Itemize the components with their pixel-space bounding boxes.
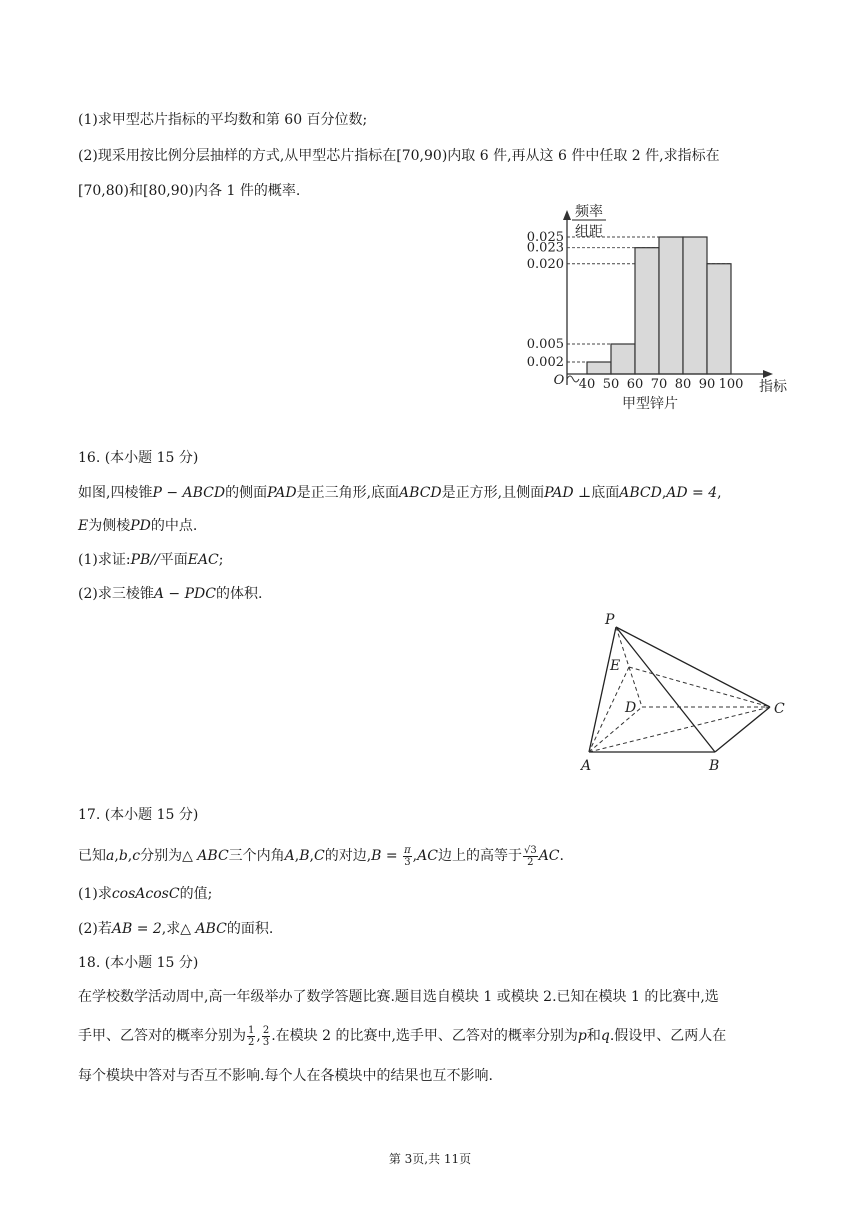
fraction-sqrt3-over-2: $\frac{√3}{2}$ bbox=[523, 844, 537, 868]
q15-part2-line1: (2)现采用按比例分层抽样的方式,从甲型芯片指标在[70,90)内取 6 件,再从这 6 件中任取 2 件,求指标在 bbox=[78, 148, 720, 164]
x-axis-break bbox=[567, 376, 579, 382]
math-run: E bbox=[78, 518, 89, 534]
math-run: ABCD bbox=[399, 485, 442, 501]
vertex-label-A: A bbox=[581, 758, 592, 774]
q18-line1: 在学校数学活动周中,高一年级举办了数学答题比赛.题目选自模块 1 或模块 2.已知在模块 1 的比赛中,选 bbox=[78, 989, 719, 1005]
text-run: 为侧棱 bbox=[88, 518, 131, 534]
text-run: .在模块 2 的比赛中,选手甲、乙答对的概率分别为 bbox=[271, 1028, 578, 1044]
text-run: , bbox=[661, 485, 667, 501]
text-run: 平面 bbox=[159, 552, 188, 568]
math-run: a bbox=[106, 848, 115, 864]
x-tick-label: 40 bbox=[578, 377, 596, 392]
text-run: , bbox=[294, 848, 300, 864]
text-run: 底面 bbox=[591, 485, 620, 501]
x-axis-arrow bbox=[763, 370, 773, 378]
fraction-pi-over-3: $\frac{\pi}{3}$ bbox=[404, 844, 411, 868]
histogram-bar bbox=[611, 344, 635, 374]
math-run: b bbox=[118, 848, 128, 864]
text-run: 是正方形,且侧面 bbox=[441, 485, 545, 501]
text-run: ,求 bbox=[161, 921, 181, 937]
y-label-top: 频率 bbox=[575, 204, 603, 220]
math-run: △ ABC bbox=[180, 921, 227, 937]
text-run: , bbox=[412, 848, 418, 864]
math-run: A − PDC bbox=[153, 586, 216, 602]
histogram-bar bbox=[635, 248, 659, 374]
q17-part2 bbox=[78, 919, 273, 939]
text-run: 的侧面 bbox=[225, 485, 268, 501]
math-run: AB = 2 bbox=[111, 921, 162, 937]
x-tick-label: 60 bbox=[626, 377, 644, 392]
math-run: AD = 4 bbox=[666, 485, 718, 501]
histogram-bar bbox=[587, 362, 611, 374]
text-run: , bbox=[114, 848, 119, 864]
x-tick-label: 70 bbox=[650, 377, 668, 392]
text-run: 三个内角 bbox=[228, 848, 285, 864]
q17-stem bbox=[78, 844, 564, 868]
q16-stem-line2 bbox=[78, 516, 197, 536]
q17-header: 17. (本小题 15 分) bbox=[78, 807, 199, 823]
math-run: c bbox=[132, 848, 141, 864]
x-tick-label: 80 bbox=[674, 377, 692, 392]
text-run: 的面积. bbox=[226, 921, 274, 937]
math-run: C bbox=[314, 848, 325, 864]
math-run: PAD bbox=[267, 485, 297, 501]
math-run: B bbox=[299, 848, 310, 864]
fraction-2-over-3: $\frac{2}{3}$ bbox=[262, 1024, 270, 1048]
math-run: p bbox=[577, 1028, 587, 1044]
y-label-bottom: 组距 bbox=[575, 224, 603, 240]
pyramid-figure bbox=[575, 605, 795, 775]
y-tick-label: 0.002 bbox=[526, 355, 564, 370]
edge-PC bbox=[616, 627, 770, 707]
frequency-histogram bbox=[510, 198, 800, 418]
math-run: EAC bbox=[187, 552, 219, 568]
q16-stem-line1 bbox=[78, 483, 722, 503]
x-axis-label: 指标 bbox=[759, 379, 787, 395]
math-run: P − ABCD bbox=[152, 485, 226, 501]
q18-line2 bbox=[78, 1024, 726, 1048]
text-run: (1)求证: bbox=[78, 552, 131, 568]
text-run: 边上的高等于 bbox=[437, 848, 522, 864]
vertex-label-E: E bbox=[610, 658, 621, 674]
vertex-label-D: D bbox=[625, 700, 637, 716]
edge-EA bbox=[589, 667, 629, 752]
text-run: 和 bbox=[586, 1028, 601, 1044]
x-tick-label: 100 bbox=[718, 377, 744, 392]
text-run: , bbox=[717, 485, 722, 501]
text-run: 的对边, bbox=[324, 848, 372, 864]
page-footer: 第 3页,共 11页 bbox=[388, 1152, 472, 1166]
math-run: q bbox=[600, 1028, 610, 1044]
vertex-label-P: P bbox=[605, 612, 615, 628]
q16-header: 16. (本小题 15 分) bbox=[78, 450, 199, 466]
q15-part1: (1)求甲型芯片指标的平均数和第 60 百分位数; bbox=[78, 112, 368, 128]
text-run: , bbox=[127, 848, 133, 864]
origin-label: O bbox=[553, 373, 565, 388]
text-run: . bbox=[559, 848, 564, 864]
text-run: 的体积. bbox=[215, 586, 263, 602]
histogram-bar bbox=[707, 264, 731, 374]
x-tick-label: 90 bbox=[698, 377, 716, 392]
text-run: 的值; bbox=[179, 886, 213, 902]
text-run: (1)求 bbox=[78, 886, 112, 902]
y-tick-label: 0.025 bbox=[526, 230, 564, 245]
text-run: 已知 bbox=[78, 848, 106, 864]
edge-PA bbox=[589, 627, 616, 752]
vertex-label-B: B bbox=[709, 758, 720, 774]
math-run: AC bbox=[417, 848, 438, 864]
y-axis-arrow bbox=[563, 210, 571, 220]
y-tick-label: 0.023 bbox=[526, 240, 564, 256]
math-run: cosAcosC bbox=[111, 886, 180, 902]
q18-header: 18. (本小题 15 分) bbox=[78, 955, 199, 971]
edge-EC bbox=[629, 667, 770, 707]
text-run: 分别为 bbox=[140, 848, 183, 864]
text-run: 是正三角形,底面 bbox=[296, 485, 400, 501]
text-run: .假设甲、乙两人在 bbox=[609, 1028, 727, 1044]
math-run: △ ABC bbox=[182, 848, 229, 864]
text-run: , bbox=[256, 1028, 261, 1044]
edge-BC bbox=[715, 707, 770, 752]
math-run: ABCD bbox=[619, 485, 662, 501]
histogram-bar bbox=[659, 237, 683, 374]
text-run: ; bbox=[218, 552, 224, 568]
text-run: (2)求三棱锥 bbox=[78, 586, 154, 602]
text-run: 的中点. bbox=[150, 518, 198, 534]
text-run: 如图,四棱锥 bbox=[78, 485, 153, 501]
q16-part1 bbox=[78, 550, 223, 570]
math-run: A bbox=[284, 848, 295, 864]
y-tick-label: 0.020 bbox=[526, 256, 564, 272]
chart-title: 甲型锌片 bbox=[622, 396, 678, 412]
math-run: AC bbox=[538, 848, 560, 864]
y-tick-label: 0.005 bbox=[526, 337, 564, 352]
text-run: (2)若 bbox=[78, 921, 112, 937]
q15-part2-line2: [70,80)和[80,90)内各 1 件的概率. bbox=[78, 183, 301, 199]
vertex-label-C: C bbox=[774, 701, 785, 717]
math-run: B = bbox=[371, 848, 398, 864]
text-run: , bbox=[309, 848, 314, 864]
fraction-1-over-2: $\frac{1}{2}$ bbox=[248, 1024, 255, 1048]
text-run: 手甲、乙答对的概率分别为 bbox=[78, 1028, 246, 1044]
q18-line3: 每个模块中答对与否互不影响.每个人在各模块中的结果也互不影响. bbox=[78, 1068, 493, 1084]
q16-part2 bbox=[78, 584, 262, 604]
x-tick-label: 50 bbox=[602, 377, 620, 392]
histogram-bar bbox=[683, 237, 707, 374]
q17-part1 bbox=[78, 884, 212, 904]
math-run: PAD ⊥ bbox=[544, 485, 592, 501]
math-run: PD bbox=[130, 518, 151, 534]
math-run: PB// bbox=[130, 552, 160, 568]
